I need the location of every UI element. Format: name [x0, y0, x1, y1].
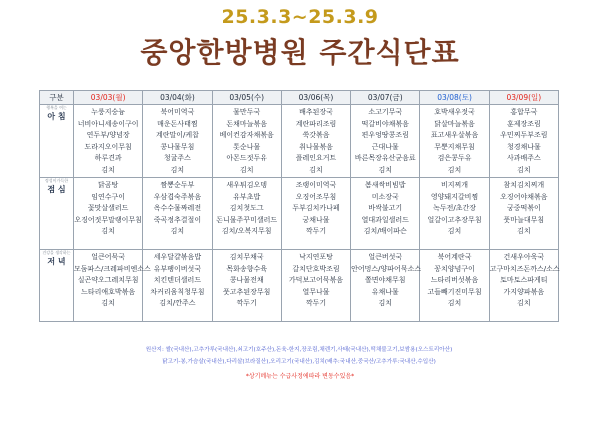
menu-item: 소고기무국: [368, 108, 403, 116]
menu-cell: [74, 178, 143, 250]
menu-item: 바른목장유산균음료: [354, 154, 416, 162]
menu-cell: [212, 105, 281, 178]
menu-item: 실곤약오그레치무침: [77, 276, 139, 285]
menu-cell: [74, 105, 143, 178]
menu-item: 청경채나물: [506, 142, 541, 151]
menu-item: 꽃맛살샐러드: [87, 204, 129, 213]
menu-item: 안어멍스/양파어묵소스: [351, 264, 422, 273]
menu-item: 새우튀김오뎅: [226, 181, 267, 189]
day-header: 03/09(일): [489, 91, 558, 105]
menu-item: 북어미역국: [160, 108, 195, 116]
menu-item: 느타리애호박볶음: [81, 287, 136, 296]
corner-header: 구분: [40, 91, 74, 105]
menu-item: 유부초밥: [233, 192, 261, 201]
day-header: 03/06(목): [281, 91, 350, 105]
menu-item: 김치: [378, 165, 393, 174]
menu-item: 가지양파볶음: [503, 287, 545, 296]
menu-item: 배추된장국: [299, 108, 333, 116]
menu-item: 김치: [447, 299, 462, 308]
menu-cell: [420, 250, 489, 322]
meal-row: [40, 105, 559, 178]
day-header: 03/05(수): [212, 91, 281, 105]
menu-item: 얼큰버섯국: [368, 253, 403, 261]
meal-label: [40, 178, 74, 250]
menu-item: 베이컨감자채볶음: [219, 131, 274, 139]
menu-change-notice: *상기메뉴는 수급사정에따라 변동수있음*: [245, 373, 355, 380]
menu-item: 미소장국: [371, 192, 399, 201]
meal-name: 저 녁: [47, 257, 66, 266]
menu-item: 열대과일샐러드: [361, 215, 409, 224]
menu-item: 물만두국: [233, 108, 261, 116]
menu-item: 고구마치즈돈까스/소스: [489, 264, 560, 273]
menu-item: 김치: [309, 165, 323, 174]
menu-item: 톳순나물: [233, 142, 261, 151]
menu-item: 연두부/양념장: [86, 131, 130, 139]
menu-cell: [489, 250, 558, 322]
table-header-row: [40, 91, 559, 105]
menu-item: 김치: [239, 165, 254, 174]
menu-cell: [420, 178, 489, 250]
menu-item: 플레인요거트: [295, 154, 337, 162]
menu-item: 김치: [517, 165, 531, 174]
menu-item: 매운돈사태찜: [157, 119, 198, 128]
menu-item: 느타리버섯볶음: [430, 276, 479, 285]
menu-cell: [212, 250, 281, 322]
menu-item: 계란파리조림: [295, 119, 337, 128]
menu-item: 두부김치카나페: [292, 204, 340, 213]
menu-item: 표고새우살볶음: [430, 131, 479, 139]
menu-item: 김치/오복지무침: [221, 227, 272, 236]
menu-item: 취나물볶음: [299, 142, 333, 151]
menu-item: 가덕보고어묵볶음: [288, 276, 344, 285]
menu-item: 얼갈이고추장무침: [427, 215, 482, 224]
menu-item: 오징어젓무말랭이무침: [74, 215, 142, 224]
menu-item: 도라지오이무침: [84, 142, 132, 151]
menu-item: 훈제장조림: [506, 119, 541, 128]
menu-item: 임연수구이: [91, 192, 126, 201]
menu-item: 토마토스파게티: [500, 276, 548, 285]
menu-item: 검은콩두유: [437, 154, 472, 162]
menu-item: 돈채마늘볶음: [226, 119, 267, 128]
menu-item: 건새우아욱국: [503, 253, 545, 261]
menu-item: 오징어조무침: [295, 192, 337, 201]
menu-item: 비지찌개: [441, 181, 469, 189]
origin-prefix: 원산지:: [145, 347, 164, 353]
menu-item: 유채나물: [371, 287, 399, 296]
menu-item: 김치: [447, 227, 462, 236]
origin-text: 닭고기-봉,가슴살(국내산),다리살(브라질산),오리고기(국내산),김치(배추:국내산,중국산/고추가루:국내산,수입산): [162, 359, 436, 365]
menu-item: 열무나물: [302, 287, 330, 296]
menu-item: 김치: [378, 299, 393, 308]
meal-label: [40, 105, 74, 178]
menu-item: 궁채나물: [302, 215, 330, 224]
menu-item: 고들빼기진미무침: [427, 287, 482, 296]
menu-cell: [281, 105, 350, 178]
menu-item: 풋마늘대무침: [503, 215, 545, 224]
menu-item: 근대나물: [371, 142, 399, 151]
meal-name: 점 심: [47, 185, 66, 194]
weekly-menu-table: [39, 90, 559, 322]
page-title: 중앙한방병원 주간식단표: [140, 36, 460, 69]
menu-cell: [351, 178, 420, 250]
menu-item: 누룽지숭늉: [91, 108, 126, 116]
menu-cell: [212, 178, 281, 250]
menu-cell: [489, 105, 558, 178]
menu-item: 깍두기: [305, 299, 327, 308]
menu-item: 깍두기: [236, 299, 257, 308]
day-header: 03/08(토): [420, 91, 489, 105]
date-range: 25.3.3~25.3.9: [221, 6, 379, 28]
menu-item: 옥수수물짜레전: [153, 204, 202, 213]
menu-item: 세우달걀볶음밥: [153, 253, 202, 261]
menu-item: 청귤주스: [163, 154, 191, 162]
menu-item: 김치: [447, 165, 462, 174]
menu-item: 꽁치양념구이: [434, 264, 475, 273]
menu-item: 편우엉땅콩조림: [361, 131, 409, 139]
menu-item: 모둠파스/크레파비엔소스: [74, 264, 151, 273]
menu-item: 우민찌두부조림: [500, 131, 548, 139]
meal-row: [40, 178, 559, 250]
origin-text: 쌀(국내산),고추가루(국내산),쇠고기(호주산),돈육-한지,장조림,채렌기,사태(국내산),떡채불고기,보쌈용(오스트리아산): [165, 347, 453, 353]
menu-item: 북어계란국: [437, 253, 472, 261]
meal-row: [40, 250, 559, 322]
menu-item: 하루견과: [94, 154, 122, 162]
meal-subtitle: 건강을 생각하는: [42, 250, 71, 255]
menu-item: 홍합무국: [510, 108, 538, 116]
menu-item: 김치: [101, 299, 115, 308]
day-header: 03/04(화): [143, 91, 212, 105]
menu-cell: [281, 178, 350, 250]
origin-info-line-1: [39, 345, 559, 353]
menu-item: 궁중떡볶이: [506, 204, 541, 213]
menu-item: 김치: [170, 227, 185, 236]
menu-item: 무뿐지채무침: [434, 142, 475, 151]
origin-info-line-2: [39, 357, 559, 365]
menu-item: 아몬드젓두유: [226, 154, 267, 162]
menu-cell: [420, 105, 489, 178]
menu-item: 죽곡정추결절이: [153, 215, 202, 224]
menu-item: 갈치단호박조림: [292, 264, 340, 273]
menu-item: 참치김치찌개: [503, 181, 545, 189]
menu-item: 얼큰어묵국: [91, 253, 126, 261]
menu-item: 닭살마늘볶음: [434, 119, 475, 128]
menu-item: 김치: [101, 227, 115, 236]
menu-item: 콩나물무침: [160, 142, 195, 151]
menu-item: 호박새우젓국: [434, 108, 475, 116]
menu-item: 조랭이미역국: [295, 181, 337, 189]
meal-label: [40, 250, 74, 322]
menu-item: 치킨텐더샐러드: [153, 276, 202, 285]
menu-item: 콩나물전채: [229, 276, 264, 285]
menu-cell: [489, 178, 558, 250]
menu-cell: [351, 250, 420, 322]
day-header: 03/07(금): [351, 91, 420, 105]
meal-name: 아 침: [47, 112, 66, 121]
menu-item: 닭곰탕: [97, 181, 119, 189]
menu-item: 깍두기: [305, 227, 327, 236]
menu-item: 김치: [517, 227, 531, 236]
menu-item: 낙지연포탕: [299, 253, 333, 261]
menu-item: 바싹불고기: [368, 204, 403, 213]
menu-item: 유부팽이버섯국: [153, 264, 202, 273]
menu-item: 김치/배이파슨: [363, 227, 407, 236]
menu-item: 짬뽕순두부: [160, 181, 195, 189]
menu-item: 오징어야채볶음: [500, 192, 548, 201]
menu-item: 쫄면야채무침: [364, 276, 406, 285]
menu-item: 영양돼지갈비찜: [430, 192, 479, 201]
menu-item: 계란말이/케찹: [155, 131, 199, 139]
meal-subtitle: 행복을 여는: [46, 105, 67, 110]
menu-cell: [281, 250, 350, 322]
menu-item: 우삼겹숙주볶음: [153, 192, 202, 201]
menu-item: 떡갈비야채볶음: [361, 119, 409, 128]
menu-item: 김치: [170, 165, 185, 174]
menu-item: 김치: [517, 299, 531, 308]
menu-item: 풋고추된장무침: [223, 287, 271, 296]
menu-item: 쑥갓볶음: [302, 131, 330, 139]
menu-item: 녹두전/초간장: [433, 204, 477, 213]
menu-item: 김치첫도그: [229, 204, 264, 213]
menu-item: 김치무채국: [229, 253, 264, 261]
menu-cell: [143, 250, 212, 322]
menu-item: 김치/깐주스: [159, 299, 196, 308]
meal-subtitle: 정성이가득한: [44, 178, 69, 183]
menu-item: 봄새싹비빔밥: [364, 181, 406, 189]
menu-cell: [143, 178, 212, 250]
menu-item: 돈니물주꾸미샐러드: [216, 215, 278, 224]
menu-item: 너비아니세송이구이: [77, 119, 139, 128]
day-header: 03/03(월): [74, 91, 143, 105]
menu-item: 김치: [101, 165, 115, 174]
menu-item: 목화송향수육: [226, 264, 267, 273]
menu-cell: [143, 105, 212, 178]
menu-cell: [351, 105, 420, 178]
menu-cell: [74, 250, 151, 322]
menu-item: 사과배주스: [506, 154, 541, 162]
menu-item: 차커리움칙청무침: [150, 287, 205, 296]
